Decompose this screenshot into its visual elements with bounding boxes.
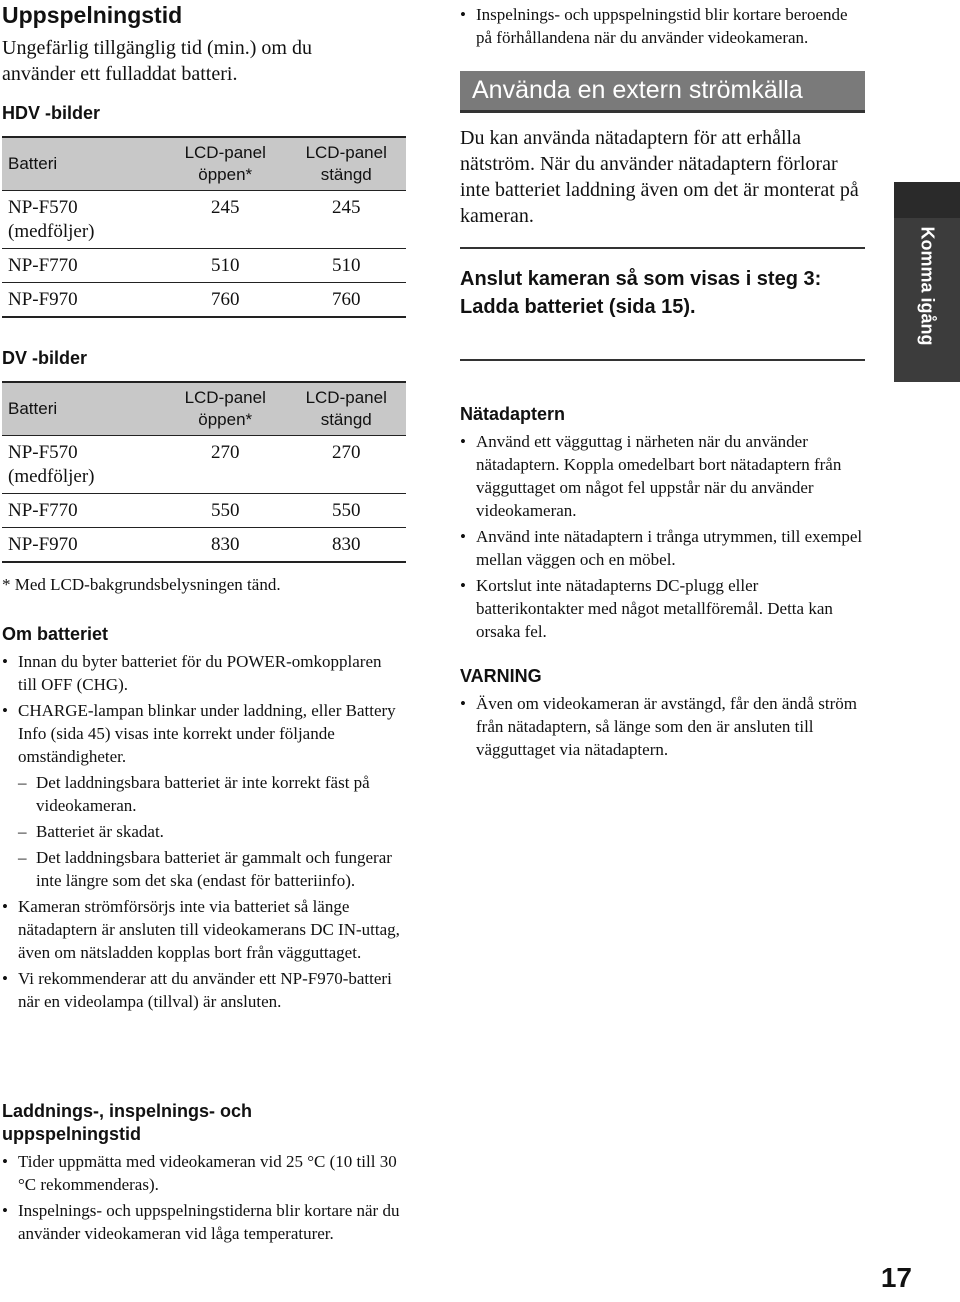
natadaptern-list bbox=[460, 430, 865, 643]
table-row bbox=[2, 191, 406, 249]
time-closed: 550 bbox=[286, 494, 406, 528]
bullet-glyph: • bbox=[2, 1201, 8, 1220]
bullet-glyph: • bbox=[460, 527, 466, 546]
dash-glyph: – bbox=[18, 848, 27, 867]
natadaptern-heading: Nätadaptern bbox=[460, 404, 566, 424]
hdv-heading: HDV -bilder bbox=[2, 103, 101, 123]
chapter-side-tab bbox=[894, 182, 960, 382]
col-header-battery: Batteri bbox=[2, 137, 164, 191]
bullet-glyph: • bbox=[460, 576, 466, 595]
time-open: 760 bbox=[164, 283, 286, 318]
col-header-battery: Batteri bbox=[2, 382, 164, 436]
battery-name: NP-F770 bbox=[2, 494, 164, 528]
col-header-lcd-open: LCD-panel öppen* bbox=[164, 137, 286, 191]
extern-intro-text: Du kan använda nätadaptern för att erhålla nätström. När du använder nätadaptern förlorar inte batteriet laddning även om det är monterat på kameran. bbox=[460, 127, 859, 227]
col-header-lcd-open: LCD-panel öppen* bbox=[164, 382, 286, 436]
side-tab-cap bbox=[894, 182, 960, 218]
time-closed: 270 bbox=[286, 436, 406, 494]
varning-list bbox=[460, 692, 865, 761]
instruction-text: Anslut kameran så som visas i steg 3: Ladda batteriet (sida 15). bbox=[460, 268, 822, 318]
table-row bbox=[2, 283, 406, 318]
list-item: • Tider uppmätta med videokameran vid 25 °C (10 till 30 °C rekommenderas). bbox=[2, 1152, 397, 1194]
list-item: • Inspelnings- och uppspelningstiderna blir kortare när du använder videokameran vid låga temperaturer. bbox=[2, 1201, 400, 1243]
list-item: • Kortslut inte nätadapterns DC-plugg eller batterikontakter med något metallföremål. Detta kan orsaka fel. bbox=[460, 576, 833, 641]
divider bbox=[460, 359, 865, 361]
time-closed: 245 bbox=[286, 191, 406, 249]
sub-list-item: – Batteriet är skadat. bbox=[18, 822, 164, 841]
sub-list-item: – Det laddningsbara batteriet är inte korrekt fäst på videokameran. bbox=[18, 773, 370, 815]
list-item: • Även om videokameran är avstängd, får den ändå ström från nätadaptern, så länge som den är ansluten till vägguttaget via nätadaptern. bbox=[460, 694, 857, 759]
list-item: • Inspelnings- och uppspelningstid blir kortare beroende på förhållandena när du använder videokameran. bbox=[460, 5, 848, 47]
time-open: 550 bbox=[164, 494, 286, 528]
bullet-glyph: • bbox=[2, 701, 8, 720]
section-title-uppspelningstid: Uppspelningstid bbox=[2, 2, 183, 28]
om-batteriet-heading: Om batteriet bbox=[2, 624, 109, 644]
bullet-glyph: • bbox=[2, 1152, 8, 1171]
battery-name: NP-F570 (medföljer) bbox=[2, 191, 164, 249]
intro-text: Ungefärlig tillgänglig tid (min.) om du använder ett fulladdat batteri. bbox=[2, 37, 312, 85]
section-title-extern-stromkalla: Använda en extern strömkälla bbox=[460, 71, 865, 110]
side-tab-label: Komma igång bbox=[917, 226, 938, 346]
list-item: • Vi rekommenderar att du använder ett NP-F970-batteri när en videolampa (tillval) är ansluten. bbox=[2, 969, 392, 1011]
bullet-glyph: • bbox=[2, 969, 8, 988]
om-batteriet-list bbox=[2, 650, 402, 1013]
bullet-glyph: • bbox=[460, 694, 466, 713]
varning-heading: VARNING bbox=[460, 666, 542, 686]
bullet-glyph: • bbox=[460, 432, 466, 451]
list-item: • CHARGE-lampan blinkar under laddning, eller Battery Info (sida 45) visas inte korrekt under följande omständigheter. – Det laddningsbara batteriet är inte korrekt fäst på videokameran. – Batteriet är skadat. – Det laddningsbara batteriet är gammalt och fungerar inte längre som det ska (endast för batteriinfo). bbox=[2, 699, 402, 892]
top-bullet-list bbox=[460, 3, 865, 49]
list-item: • Kameran strömförsörjs inte via batteriet så länge nätadaptern är ansluten till videokamerans DC IN-uttag, även om nätsladden kopplas bort från vägguttaget. bbox=[2, 897, 400, 962]
bullet-glyph: • bbox=[2, 652, 8, 671]
bullet-glyph: • bbox=[460, 5, 466, 24]
page-number: 17 bbox=[880, 1262, 912, 1293]
dash-glyph: – bbox=[18, 773, 27, 792]
battery-name: NP-F770 bbox=[2, 249, 164, 283]
laddning-list bbox=[2, 1150, 402, 1245]
battery-name: NP-F970 bbox=[2, 283, 164, 318]
dash-glyph: – bbox=[18, 822, 27, 841]
battery-name: NP-F570 (medföljer) bbox=[2, 436, 164, 494]
list-item: • Innan du byter batteriet för du POWER-omkopplaren till OFF (CHG). bbox=[2, 652, 382, 694]
footnote: * Med LCD-bakgrundsbelysningen tänd. bbox=[2, 575, 281, 594]
laddning-section bbox=[2, 1100, 412, 1248]
table-header-row bbox=[2, 137, 406, 191]
sub-list-item: – Det laddningsbara batteriet är gammalt och fungerar inte längre som det ska (endast för batteriinfo). bbox=[18, 848, 392, 890]
col-header-lcd-closed: LCD-panel stängd bbox=[286, 382, 406, 436]
table-row bbox=[2, 249, 406, 283]
list-item: • Använd inte nätadaptern i trånga utrymmen, till exempel mellan väggen och en möbel. bbox=[460, 527, 863, 569]
battery-name: NP-F970 bbox=[2, 528, 164, 563]
time-open: 830 bbox=[164, 528, 286, 563]
left-column bbox=[2, 0, 412, 1016]
time-open: 510 bbox=[164, 249, 286, 283]
table-row bbox=[2, 494, 406, 528]
dv-table bbox=[2, 381, 406, 563]
right-column bbox=[460, 0, 865, 764]
dv-heading: DV -bilder bbox=[2, 348, 88, 368]
hdv-table bbox=[2, 136, 406, 318]
laddning-heading: Laddnings-, inspelnings- och uppspelningstid bbox=[2, 1101, 252, 1144]
divider bbox=[460, 247, 865, 249]
sub-list bbox=[18, 771, 402, 892]
col-header-lcd-closed: LCD-panel stängd bbox=[286, 137, 406, 191]
time-closed: 830 bbox=[286, 528, 406, 563]
divider bbox=[460, 110, 865, 113]
time-closed: 510 bbox=[286, 249, 406, 283]
table-row bbox=[2, 436, 406, 494]
bullet-glyph: • bbox=[2, 897, 8, 916]
list-item: • Använd ett vägguttag i närheten när du använder nätadaptern. Koppla omedelbart bort nätadaptern från vägguttaget om något fel uppstår när du använder videokameran. bbox=[460, 432, 842, 520]
table-header-row bbox=[2, 382, 406, 436]
table-row bbox=[2, 528, 406, 563]
time-open: 270 bbox=[164, 436, 286, 494]
time-open: 245 bbox=[164, 191, 286, 249]
time-closed: 760 bbox=[286, 283, 406, 318]
